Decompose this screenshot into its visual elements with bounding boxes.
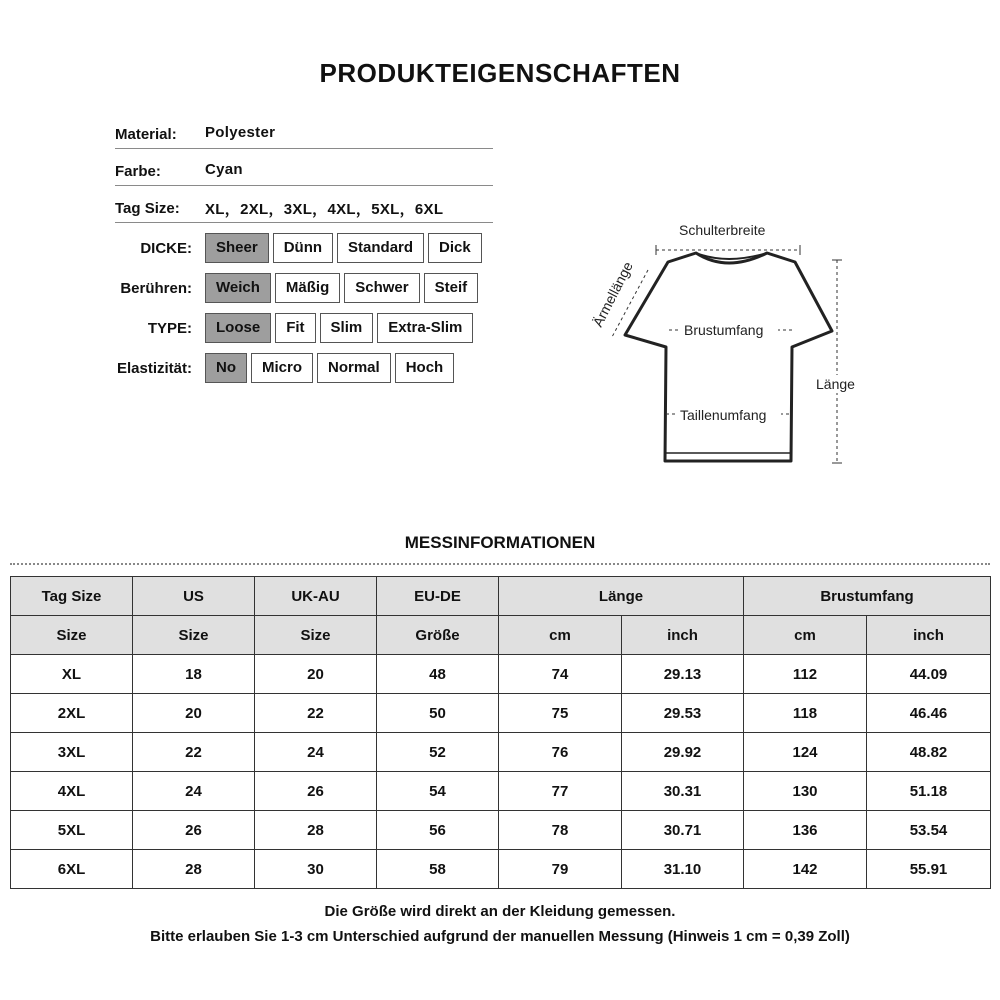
subheader-cell: cm — [499, 616, 622, 655]
property-value: XL，2XL，3XL，4XL，5XL，6XL — [205, 201, 444, 218]
table-cell: 30.31 — [622, 772, 744, 811]
table-cell: 55.91 — [867, 850, 991, 889]
shoulder-label: Schulterbreite — [679, 222, 766, 238]
option-chip: Hoch — [395, 353, 455, 383]
table-cell: 28 — [133, 850, 255, 889]
option-label: DICKE: — [140, 240, 192, 257]
option-chip: Micro — [251, 353, 313, 383]
table-cell: 3XL — [11, 733, 133, 772]
property-value: Cyan — [205, 161, 243, 178]
option-group — [205, 233, 482, 263]
tshirt-diagram — [580, 215, 880, 475]
table-cell: 20 — [133, 694, 255, 733]
table-cell: 24 — [255, 733, 377, 772]
option-chip: Standard — [337, 233, 424, 263]
option-label: Elastizität: — [116, 360, 192, 377]
property-label: Tag Size: — [115, 200, 180, 217]
table-cell: 74 — [499, 655, 622, 694]
waist-label: Taillenumfang — [680, 407, 767, 423]
table-cell: 18 — [133, 655, 255, 694]
table-row — [11, 811, 991, 850]
table-cell: 26 — [255, 772, 377, 811]
property-color — [115, 149, 493, 186]
table-cell: 24 — [133, 772, 255, 811]
subheader-cell: cm — [744, 616, 867, 655]
option-label: TYPE: — [147, 320, 192, 337]
table-cell: 53.54 — [867, 811, 991, 850]
table-cell: 30.71 — [622, 811, 744, 850]
table-subheader-row — [11, 616, 991, 655]
dotted-divider — [10, 563, 990, 565]
table-cell: 44.09 — [867, 655, 991, 694]
table-row — [11, 850, 991, 889]
table-cell: 124 — [744, 733, 867, 772]
table-cell: 118 — [744, 694, 867, 733]
table-cell: 76 — [499, 733, 622, 772]
table-cell: 78 — [499, 811, 622, 850]
header-cell: US — [133, 577, 255, 616]
table-cell: 20 — [255, 655, 377, 694]
option-chip: Slim — [320, 313, 374, 343]
option-label: Berühren: — [120, 280, 192, 297]
table-cell: 28 — [255, 811, 377, 850]
option-chip: Normal — [317, 353, 391, 383]
sleeve-label: Ärmellänge — [589, 258, 636, 330]
option-chip: Dünn — [273, 233, 333, 263]
page-title: PRODUKTEIGENSCHAFTEN — [319, 58, 681, 88]
header-cell: Länge — [499, 577, 744, 616]
table-cell: 79 — [499, 850, 622, 889]
table-row — [11, 733, 991, 772]
table-cell: 75 — [499, 694, 622, 733]
table-row — [11, 772, 991, 811]
table-cell: 5XL — [11, 811, 133, 850]
table-header-row — [11, 577, 991, 616]
property-material — [115, 112, 493, 149]
header-cell: UK-AU — [255, 577, 377, 616]
property-label: Material: — [115, 126, 177, 143]
header-cell: Brustumfang — [744, 577, 991, 616]
table-cell: 6XL — [11, 850, 133, 889]
subheader-cell: inch — [622, 616, 744, 655]
table-body — [11, 655, 991, 889]
option-chip: Fit — [275, 313, 315, 343]
option-chip: Weich — [205, 273, 271, 303]
option-chip: No — [205, 353, 247, 383]
option-chip: Extra-Slim — [377, 313, 473, 343]
option-chip: Loose — [205, 313, 271, 343]
table-cell: 56 — [377, 811, 499, 850]
footer-note-2: Bitte erlauben Sie 1-3 cm Unterschied aufgrund der manuellen Messung (Hinweis 1 cm = 0,39 Zoll) — [150, 928, 850, 945]
table-cell: XL — [11, 655, 133, 694]
table-cell: 77 — [499, 772, 622, 811]
option-chip: Sheer — [205, 233, 269, 263]
option-chip: Schwer — [344, 273, 419, 303]
table-cell: 52 — [377, 733, 499, 772]
table-cell: 29.92 — [622, 733, 744, 772]
table-cell: 29.53 — [622, 694, 744, 733]
table-cell: 31.10 — [622, 850, 744, 889]
table-cell: 51.18 — [867, 772, 991, 811]
length-label: Länge — [816, 376, 855, 392]
subheader-cell: Size — [133, 616, 255, 655]
table-row — [11, 655, 991, 694]
tshirt-outline — [625, 253, 832, 461]
option-group — [205, 273, 478, 303]
subheader-cell: Size — [11, 616, 133, 655]
table-cell: 112 — [744, 655, 867, 694]
size-table — [10, 576, 991, 889]
property-tag-size — [115, 186, 493, 223]
table-cell: 50 — [377, 694, 499, 733]
subheader-cell: inch — [867, 616, 991, 655]
chest-label: Brustumfang — [684, 322, 764, 338]
table-cell: 22 — [133, 733, 255, 772]
table-cell: 26 — [133, 811, 255, 850]
option-group — [205, 313, 473, 343]
table-cell: 2XL — [11, 694, 133, 733]
property-label: Farbe: — [115, 163, 161, 180]
option-chip: Steif — [424, 273, 479, 303]
option-chip: Mäßig — [275, 273, 340, 303]
table-cell: 4XL — [11, 772, 133, 811]
section-title: MESSINFORMATIONEN — [404, 533, 596, 552]
table-cell: 48.82 — [867, 733, 991, 772]
footer-note-1: Die Größe wird direkt an der Kleidung gemessen. — [324, 903, 676, 920]
table-cell: 130 — [744, 772, 867, 811]
table-cell: 142 — [744, 850, 867, 889]
property-value: Polyester — [205, 124, 276, 141]
option-chip: Dick — [428, 233, 482, 263]
table-cell: 46.46 — [867, 694, 991, 733]
table-cell: 29.13 — [622, 655, 744, 694]
header-cell: EU-DE — [377, 577, 499, 616]
table-cell: 22 — [255, 694, 377, 733]
option-group — [205, 353, 454, 383]
subheader-cell: Größe — [377, 616, 499, 655]
table-cell: 54 — [377, 772, 499, 811]
header-cell: Tag Size — [11, 577, 133, 616]
table-cell: 48 — [377, 655, 499, 694]
table-cell: 30 — [255, 850, 377, 889]
table-row — [11, 694, 991, 733]
table-cell: 136 — [744, 811, 867, 850]
subheader-cell: Size — [255, 616, 377, 655]
table-cell: 58 — [377, 850, 499, 889]
